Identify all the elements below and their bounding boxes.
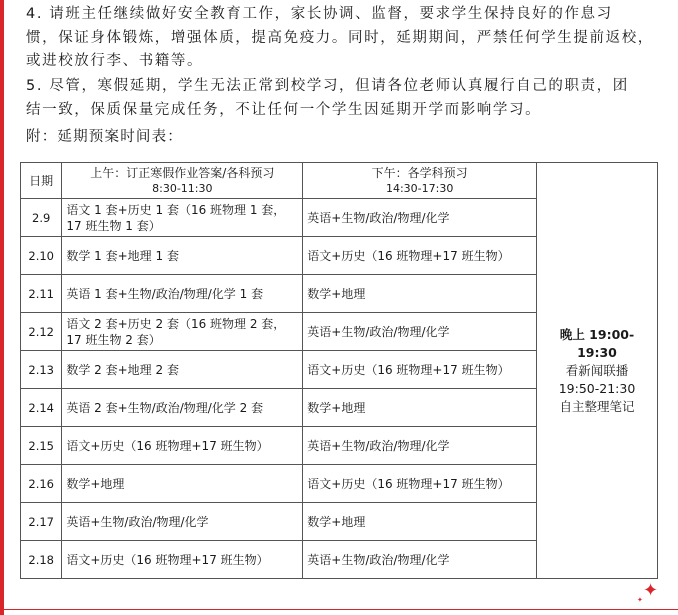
- header-afternoon: [303, 163, 537, 199]
- row-date: 2.15: [21, 427, 62, 465]
- row-afternoon: 数学+地理: [303, 503, 537, 541]
- row-morning: 语文 2 套+历史 2 套（16 班物理 2 套，17 班生物 2 套）: [62, 313, 303, 351]
- row-date: 2.12: [21, 313, 62, 351]
- schedule-table: [20, 162, 658, 579]
- paragraph-5: [26, 75, 656, 122]
- row-date: 2.16: [21, 465, 62, 503]
- evening-line-1: 晚上 19:00-19:30: [559, 326, 635, 360]
- row-afternoon: 语文+历史（16 班物理+17 班生物）: [303, 351, 537, 389]
- row-morning: 英语 1 套+生物/政治/物理/化学 1 套: [62, 275, 303, 313]
- row-morning: 数学 1 套+地理 1 套: [62, 237, 303, 275]
- paragraph-line: 5. 尽管，寒假延期，学生无法正常到校学习，但请各位老师认真履行自己的职责，团: [26, 78, 629, 94]
- table-header-row: [21, 163, 658, 199]
- evening-cell: [537, 163, 658, 579]
- row-date: 2.13: [21, 351, 62, 389]
- row-morning: 语文+历史（16 班物理+17 班生物）: [62, 541, 303, 579]
- row-date: 2.11: [21, 275, 62, 313]
- row-afternoon: 数学+地理: [303, 389, 537, 427]
- paragraph-line: 惯，保证身体锻炼，增强体质，提高免疫力。同时，延期期间，严禁任何学生提前返校，: [26, 29, 654, 46]
- small-sparkle-icon: ✦: [637, 596, 643, 604]
- row-date: 2.17: [21, 503, 62, 541]
- red-frame-bottom: [0, 609, 678, 610]
- row-afternoon: 英语+生物/政治/物理/化学: [303, 199, 537, 237]
- paragraph-line: 结一致，保质保量完成任务，不让任何一个学生因延期开学而影响学习。: [26, 101, 542, 118]
- row-morning: 语文+历史（16 班物理+17 班生物）: [62, 427, 303, 465]
- row-date: 2.18: [21, 541, 62, 579]
- sparkle-star-icon: ✦: [643, 580, 659, 601]
- header-morning: [62, 163, 303, 199]
- header-morning-time: 8:30-11:30: [152, 181, 213, 195]
- header-afternoon-time: 14:30-17:30: [385, 181, 454, 195]
- evening-line-4: 自主整理笔记: [559, 398, 635, 414]
- row-morning: 英语+生物/政治/物理/化学: [62, 503, 303, 541]
- header-afternoon-title: 下午：各学科预习: [371, 165, 468, 180]
- evening-line-2: 看新闻联播: [565, 362, 629, 378]
- appendix-label: 附：延期预案时间表：: [26, 129, 183, 145]
- row-morning: 语文 1 套+历史 1 套（16 班物理 1 套，17 班生物 1 套）: [62, 199, 303, 237]
- row-morning: 数学+地理: [62, 465, 303, 503]
- row-morning: 英语 2 套+生物/政治/物理/化学 2 套: [62, 389, 303, 427]
- row-afternoon: 语文+历史（16 班物理+17 班生物）: [303, 237, 537, 275]
- row-afternoon: 语文+历史（16 班物理+17 班生物）: [303, 465, 537, 503]
- row-afternoon: 英语+生物/政治/物理/化学: [303, 427, 537, 465]
- row-morning: 数学 2 套+地理 2 套: [62, 351, 303, 389]
- row-date: 2.9: [21, 199, 62, 237]
- header-morning-title: 上午：订正寒假作业答案/各科预习: [90, 165, 275, 180]
- paragraph-line: 或进校放行李、书籍等。: [26, 53, 204, 69]
- red-frame-left: [0, 0, 4, 615]
- row-afternoon: 英语+生物/政治/物理/化学: [303, 541, 537, 579]
- row-date: 2.14: [21, 389, 62, 427]
- evening-line-3: 19:50-21:30: [558, 380, 636, 396]
- header-date: 日期: [21, 163, 62, 199]
- row-date: 2.10: [21, 237, 62, 275]
- paragraph-4: [26, 3, 656, 74]
- paragraph-line: 4. 请班主任继续做好安全教育工作，家长协调、监督，要求学生保持良好的作息习: [26, 6, 613, 22]
- row-afternoon: 英语+生物/政治/物理/化学: [303, 313, 537, 351]
- row-afternoon: 数学+地理: [303, 275, 537, 313]
